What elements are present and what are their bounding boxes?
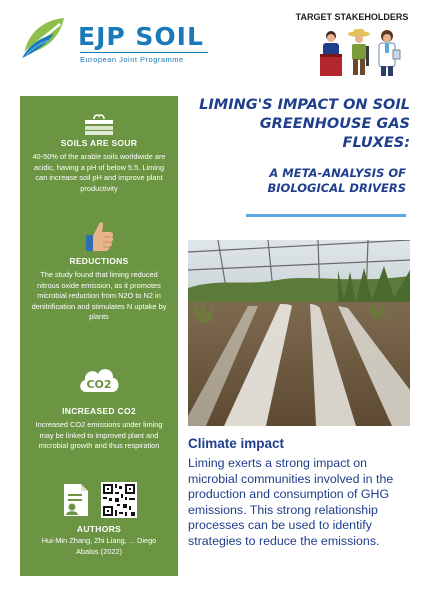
authors-icons <box>20 482 178 518</box>
page-title: LIMING'S IMPACT ON SOIL GREENHOUSE GAS FLUXES: <box>199 97 410 151</box>
soils-text: 40-50% of the arable soils worldwide are acidic, having a pH of below 5.5. Liming can increase soil pH and improve plant productivity <box>32 152 166 193</box>
logo-subtitle: European Joint Programme <box>80 55 184 64</box>
thumbs-up-icon <box>83 218 115 254</box>
co2-section <box>20 358 178 452</box>
ejp-soil-logo <box>20 14 220 64</box>
page-subtitle: A META-ANALYSIS OF BIOLOGICAL DRIVERS <box>267 166 406 195</box>
reductions-section <box>20 218 178 323</box>
reductions-heading: REDUCTIONS <box>69 256 129 266</box>
logo-title: EJP SOIL <box>78 22 204 51</box>
climate-impact-text: Liming exerts a strong impact on microbial communities involved in the production and consumption of GHG emissions. This strong relationship processes can be used to identify strategies to reduce the emissions. <box>188 456 394 548</box>
info-sidebar <box>20 96 178 576</box>
leaf-logo-icon <box>20 14 66 60</box>
reductions-text: The study found that liming reduced nitrous oxide emission, as it promotes microbial reduction from N2O to N2 in denitrification and stimulates N uptake by plants <box>31 270 167 321</box>
researcher-icon <box>370 28 404 78</box>
soils-section <box>20 114 178 194</box>
co2-icon-label: CO2 <box>86 378 112 391</box>
authors-section <box>20 482 178 557</box>
soil-layers-icon <box>82 114 116 136</box>
target-stakeholders-label: TARGET STAKEHOLDERS <box>295 12 409 22</box>
co2-heading: INCREASED CO2 <box>62 406 136 416</box>
authors-text: Hui-Min Zhang, Zhi Liang, ... Diego Abalos (2022) <box>41 536 157 556</box>
climate-impact-heading: Climate impact <box>188 436 285 451</box>
title-divider <box>246 214 406 217</box>
co2-cloud-icon <box>76 358 122 400</box>
soils-heading: SOILS ARE SOUR <box>60 138 138 148</box>
limed-field-photo <box>188 240 410 426</box>
co2-text: Increased CO2 emissions under liming may be linked to improved plant and microbial growth and thus respiration <box>35 420 163 450</box>
logo-divider <box>80 52 208 53</box>
document-user-icon <box>61 482 91 518</box>
authors-heading: AUTHORS <box>76 524 122 534</box>
qr-code-icon[interactable] <box>101 482 137 518</box>
